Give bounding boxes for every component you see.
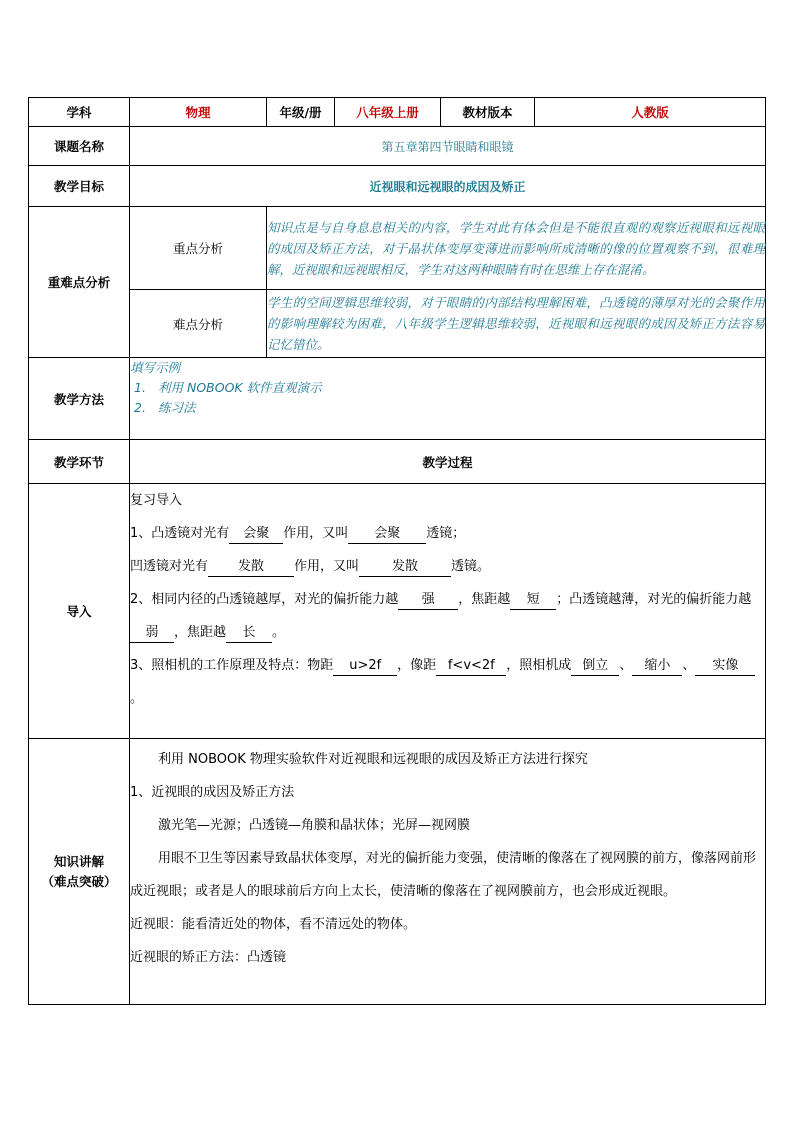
knowledge-label-cell xyxy=(29,739,130,1005)
topic-value: 第五章第四节眼睛和眼镜 xyxy=(130,127,766,166)
knowledge-content xyxy=(130,739,766,1005)
intro-content xyxy=(130,484,766,739)
method-row xyxy=(29,358,766,440)
key-analysis-label: 重点分析 xyxy=(130,207,267,290)
key-analysis-text: 知识点是与自身息息相关的内容，学生对此有体会但是不能很直观的观察近视眼和远视眼的成因及矫正方法，对于晶状体变厚变薄进而影响所成清晰的像的位置观察不到，很难理解，近视眼和远视眼相反，学生对这两种眼睛有时在思维上存在混淆。 xyxy=(267,207,766,290)
grade-value: 八年级上册 xyxy=(335,98,441,127)
method-label: 教学方法 xyxy=(29,358,130,440)
intro-q3: 3、照相机的工作原理及特点：物距 u>2f ，像距 f<v<2f ，照相机成 倒立 、 缩小 、 实像。 xyxy=(130,649,765,715)
knowledge-label: 知识讲解 xyxy=(53,853,104,869)
knowledge-intro: 利用 NOBOOK 物理实验软件对近视眼和远视眼的成因及矫正方法进行探究 xyxy=(158,752,588,767)
intro-row xyxy=(29,484,766,739)
method-item: 2. 练习法 xyxy=(134,400,196,415)
process-label: 教学过程 xyxy=(130,440,766,484)
subject-value: 物理 xyxy=(130,98,267,127)
hard-analysis-text: 学生的空间逻辑思维较弱，对于眼睛的内部结构理解困难，凸透镜的薄厚对光的会聚作用的影响理解较为困难，八年级学生逻辑思维较弱，近视眼和远视眼的成因及矫正方法容易记忆错位。 xyxy=(267,290,766,358)
knowledge-correction: 近视眼的矫正方法：凸透镜 xyxy=(130,950,287,965)
method-item: 1. 利用 NOBOOK 软件直观演示 xyxy=(134,380,322,395)
knowledge-myopia-def: 近视眼：能看清近处的物体，看不清远处的物体。 xyxy=(130,917,417,932)
edition-label: 教材版本 xyxy=(441,98,535,127)
method-content xyxy=(130,358,766,440)
goal-value: 近视眼和远视眼的成因及矫正 xyxy=(130,166,766,207)
knowledge-cause: 用眼不卫生等因素导致晶状体变厚，对光的偏折能力变强，使清晰的像落在了视网膜的前方，像落网前形成近视眼；或者是人的眼球前后方向上太长，使清晰的像落在了视网膜前方，也会形成近视眼。 xyxy=(130,851,757,899)
topic-label: 课题名称 xyxy=(29,127,130,166)
intro-label: 导入 xyxy=(29,484,130,739)
knowledge-analogy: 激光笔—光源；凸透镜—角膜和晶状体；光屏—视网膜 xyxy=(158,818,471,833)
subject-label: 学科 xyxy=(29,98,130,127)
method-title: 填写示例 xyxy=(130,360,181,375)
topic-row xyxy=(29,127,766,166)
process-header-row xyxy=(29,440,766,484)
knowledge-section-1: 1、近视眼的成因及矫正方法 xyxy=(130,785,295,800)
intro-q2: 2、相同内径的凸透镜越厚，对光的偏折能力越 强 ，焦距越 短 ；凸透镜越薄，对光的偏折能力越弱 ，焦距越 长 。 xyxy=(130,583,765,649)
lesson-plan-table xyxy=(28,97,766,1005)
header-row xyxy=(29,98,766,127)
intro-q1a: 1、凸透镜对光有 会聚 作用，又叫 会聚 透镜； xyxy=(130,517,765,550)
key-analysis-row xyxy=(29,207,766,290)
difficulty-label: 重难点分析 xyxy=(29,207,130,358)
process-stage-label: 教学环节 xyxy=(29,440,130,484)
grade-label: 年级/册 xyxy=(267,98,335,127)
hard-analysis-label: 难点分析 xyxy=(130,290,267,358)
intro-q1b: 凹透镜对光有 发散 作用，又叫 发散 透镜。 xyxy=(130,550,765,583)
goal-row xyxy=(29,166,766,207)
hard-analysis-row xyxy=(29,290,766,358)
knowledge-row xyxy=(29,739,766,1005)
goal-label: 教学目标 xyxy=(29,166,130,207)
intro-heading: 复习导入 xyxy=(130,493,183,508)
edition-value: 人教版 xyxy=(535,98,766,127)
knowledge-sublabel: （难点突破） xyxy=(41,873,117,889)
